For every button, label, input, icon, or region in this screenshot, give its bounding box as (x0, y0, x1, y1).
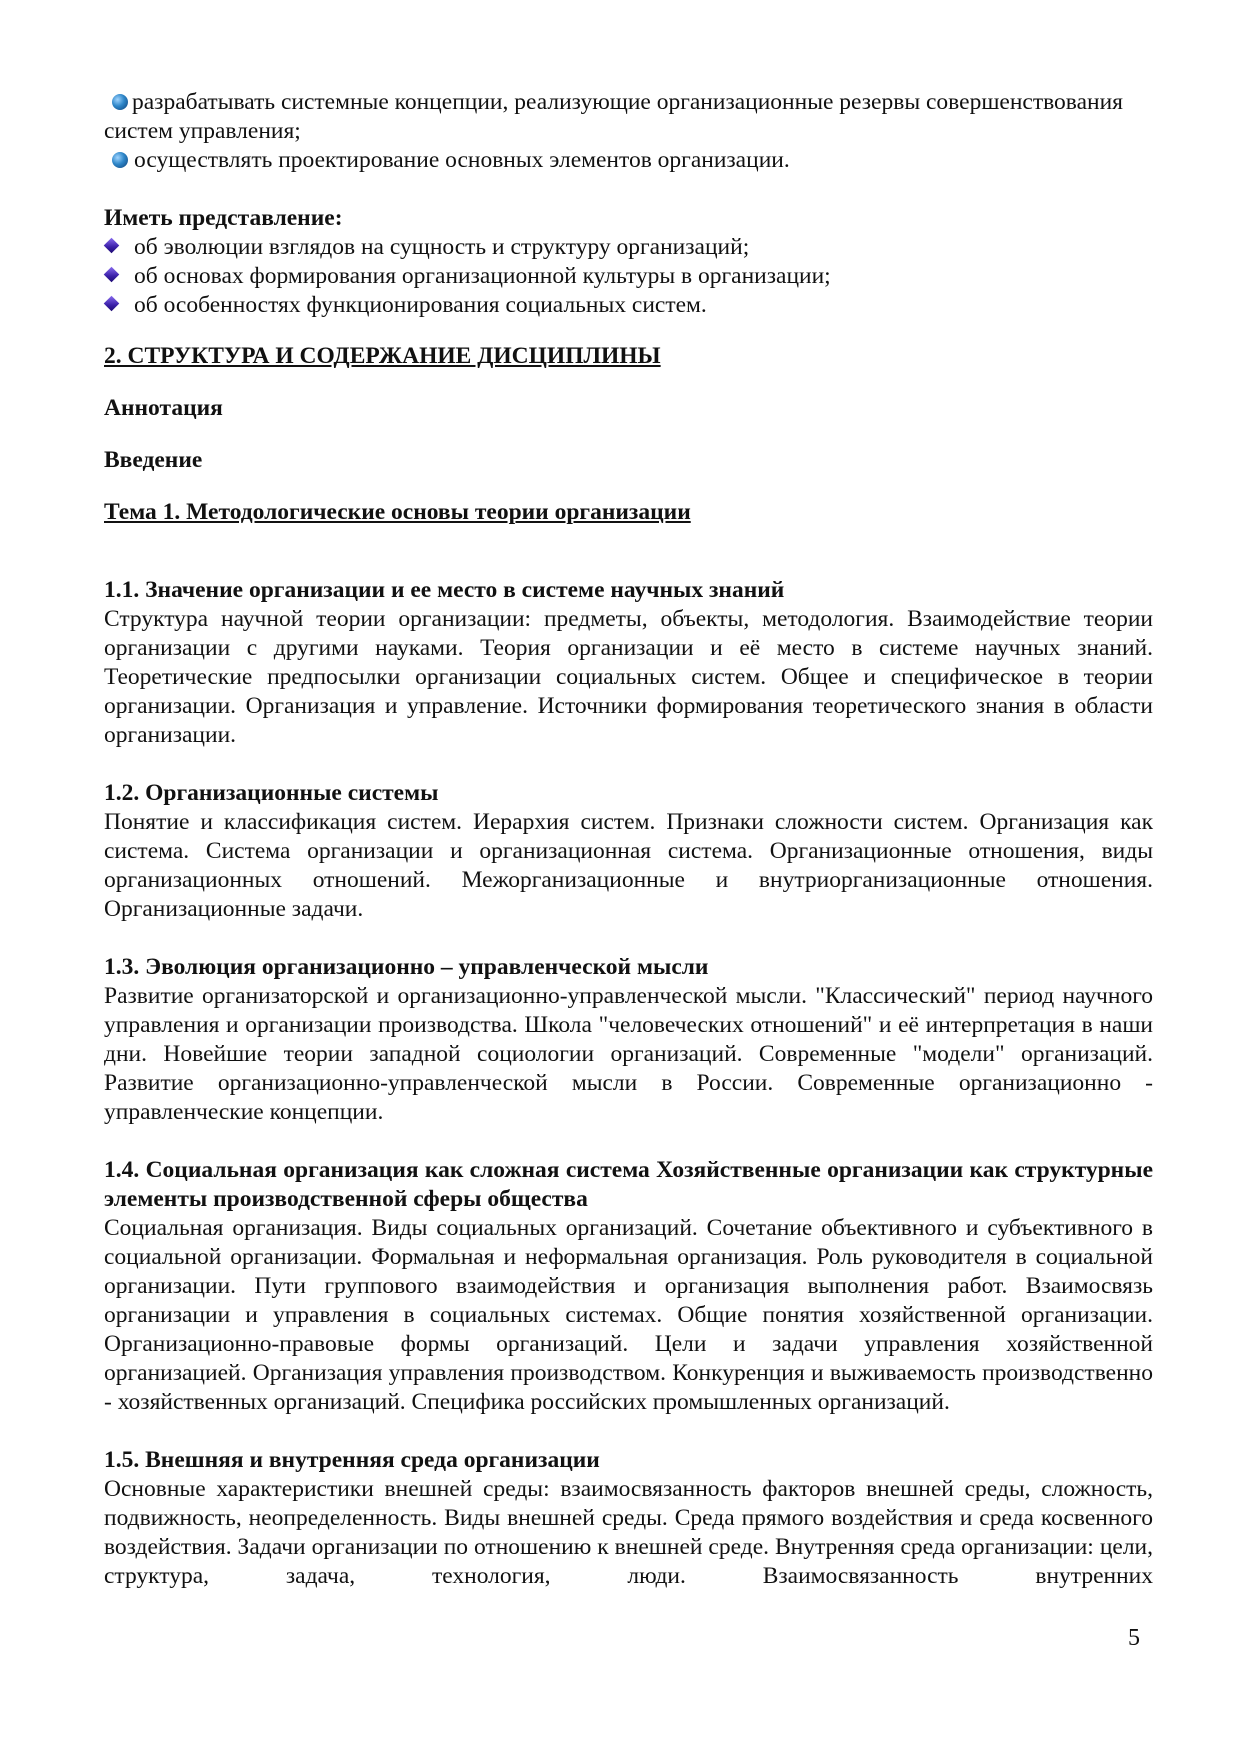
subsection-text: Структура научной теории организации: предметы, объекты, методология. Взаимодействие теории организации с другими науками. Теория организации и её место в системе научных знаний. Теоретические предпосылки организации социальных систем. Общее и специфическое в теории организации. Организация и управление. Источники формирования теоретического знания в области организации. (104, 606, 1153, 748)
awareness-item-text: об особенностях функционирования социальных систем. (134, 292, 707, 318)
diamond-bullet-icon (104, 238, 120, 254)
awareness-heading: Иметь представление: (104, 205, 343, 231)
diamond-bullet-icon (104, 267, 120, 283)
subsection-title: 1.1. Значение организации и ее место в системе научных знаний (104, 577, 785, 603)
page-number: 5 (1128, 1625, 1140, 1651)
blue-bullet-icon (112, 152, 128, 168)
diamond-bullet-icon (104, 296, 120, 312)
subsection-title: 1.5. Внешняя и внутренняя среда организации (104, 1447, 600, 1473)
skill-item-text: разрабатывать системные концепции, реализующие организационные резервы совершенствования систем управления; (104, 89, 1123, 144)
section-title: 2. СТРУКТУРА И СОДЕРЖАНИЕ ДИСЦИПЛИНЫ (104, 343, 661, 369)
awareness-item (104, 233, 1153, 262)
subsection-title: 1.4. Социальная организация как сложная система Хозяйственные организации как структурные элементы производственной сферы общества (104, 1157, 1153, 1212)
awareness-item-text: об эволюции взглядов на сущность и структуру организаций; (134, 234, 750, 260)
blue-bullet-icon (112, 94, 128, 110)
awareness-item (104, 291, 1153, 320)
skill-item (104, 88, 1153, 146)
topic-title: Тема 1. Методологические основы теории организации (104, 499, 691, 525)
introduction-heading: Введение (104, 447, 203, 473)
subsection-text: Понятие и классификация систем. Иерархия систем. Признаки сложности систем. Организация как система. Система организации и организационная система. Организационные отношения, виды организационных отношений. Межорганизационные и внутриорганизационные отношения. Организационные задачи. (104, 809, 1153, 922)
awareness-item (104, 262, 1153, 291)
subsection-text: Развитие организаторской и организационно-управленческой мысли. "Классический" период научного управления и организации производства. Школа "человеческих отношений" и её интерпретация в наши дни. Новейшие теории западной социологии организаций. Современные "модели" организаций. Развитие организационно-управленческой мысли в России. Современные организационно - управленческие концепции. (104, 983, 1153, 1125)
subsection-title: 1.3. Эволюция организационно – управленческой мысли (104, 954, 709, 980)
skill-item-text: осуществлять проектирование основных элементов организации. (134, 147, 790, 173)
subsection-text: Основные характеристики внешней среды: взаимосвязанность факторов внешней среды, сложность, подвижность, неопределенность. Виды внешней среды. Среда прямого воздействия и среда косвенного воздействия. Задачи организации по отношению к внешней среде. Внутренняя среда организации: цели, структура, задача, технология, люди. Взаимосвязанность внутренних (104, 1476, 1153, 1589)
awareness-item-text: об основах формирования организационной культуры в организации; (134, 263, 831, 289)
document-page (104, 88, 1153, 1591)
annotation-heading: Аннотация (104, 395, 223, 421)
subsection-title: 1.2. Организационные системы (104, 780, 439, 806)
subsection-text: Социальная организация. Виды социальных организаций. Сочетание объективного и субъективного в социальной организации. Формальная и неформальная организация. Роль руководителя в социальной организации. Пути группового взаимодействия и организация выполнения работ. Взаимосвязь организации и управления в социальных системах. Общие понятия хозяйственной организации. Организационно-правовые формы организаций. Цели и задачи управления хозяйственной организацией. Организация управления производством. Конкуренция и выживаемость производственно - хозяйственных организаций. Специфика российских промышленных организаций. (104, 1215, 1153, 1415)
skill-item (104, 146, 1153, 175)
